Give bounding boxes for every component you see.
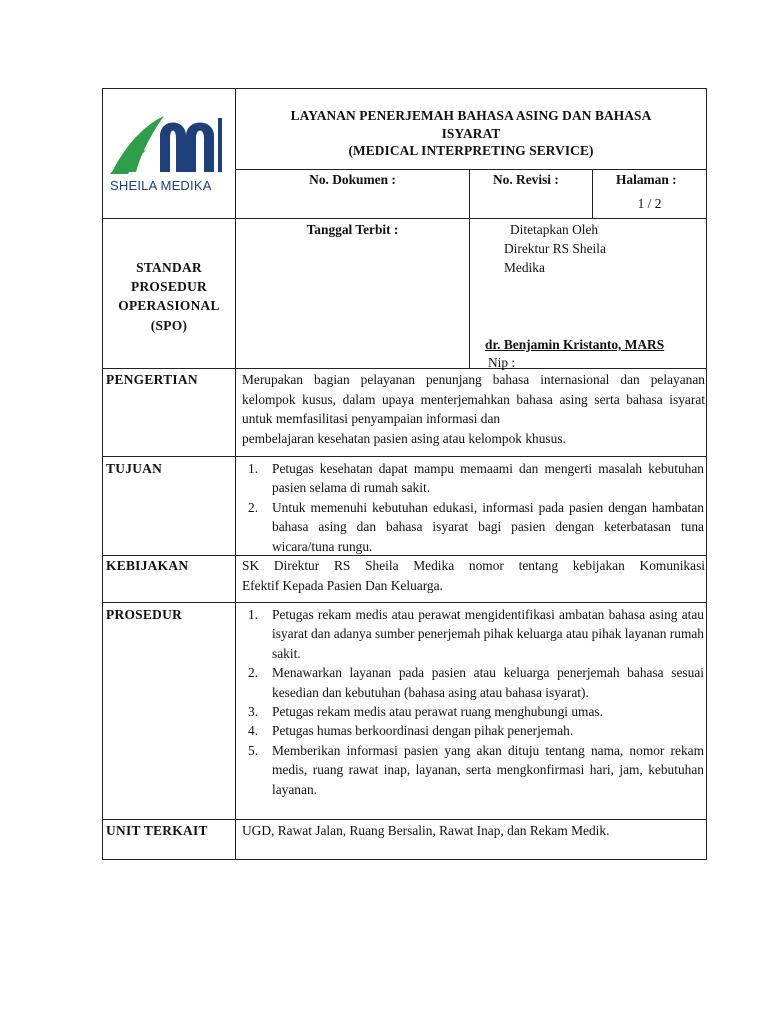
sheila-medika-logo [106,110,230,196]
prosedur-item-text: Petugas humas berkoordinasi dengan pihak penerjemah. [272,723,574,739]
tujuan-item [240,498,704,556]
prosedur-item-number: 2. [248,665,259,681]
border-top [102,88,707,89]
spo-line-2: PROSEDUR [130,279,208,294]
document-title [236,107,706,160]
no-dokumen-label: No. Dokumen : [309,172,396,187]
signer-name: dr. Benjamin Kristanto, MARS [485,337,665,352]
title-line-3: (MEDICAL INTERPRETING SERVICE) [348,143,594,158]
tujuan-item [240,459,704,498]
halaman-label: Halaman : [616,172,677,187]
spo-row-bottom [102,368,707,369]
prosedur-item [240,702,704,721]
tujuan-item-text: Petugas kesehatan dapat mampu memaami dan mengerti masalah kebutuhan pasien selama di rumah sakit. [272,461,704,496]
logo-row-bottom [102,218,707,219]
ditetapkan-line-2: Direktur RS Sheila [504,241,606,256]
pengertian-label: PENGERTIAN [106,372,198,387]
pengertian-row-bottom [102,456,707,457]
tujuan-list [240,459,704,556]
prosedur-item [240,741,704,799]
kebijakan-body: SK Direktur RS Sheila Medika nomor tentang kebijakan Komunikasi [242,558,705,573]
title-line-2: ISYARAT [441,125,501,141]
prosedur-item-text: Petugas rekam medis atau perawat mengidentifikasi ambatan bahasa asing atau isyarat dan adanya sumber penerjemah pihak keluarga atau pihak layanan rumah sakit. [272,607,704,661]
tujuan-item-number: 2. [248,499,259,515]
kebijakan-last-line: Efektif Kepada Pasien Dan Keluarga. [242,577,443,593]
ditetapkan-line-1: Ditetapkan Oleh [510,222,599,237]
prosedur-row-bottom [102,819,707,820]
tujuan-item-text: Untuk memenuhi kebutuhan edukasi, informasi pada pasien dengan hambatan bahasa asing dan bahasa isyarat bagi pasien dengan keterbatasan tuna wicara/tuna rungu. [272,499,704,554]
dokumen-revisi-divider [469,169,470,369]
spo-line-3: OPERASIONAL [118,298,220,313]
kebijakan-row-bottom [102,602,707,603]
prosedur-list [240,605,704,799]
prosedur-item-number: 1. [248,607,259,622]
prosedur-item-text: Petugas rekam medis atau perawat ruang menghubungi umas. [272,704,603,720]
border-left [102,88,103,860]
border-right [706,88,707,860]
nip-label: Nip : [488,355,516,370]
unit-terkait-label: UNIT TERKAIT [106,823,208,838]
pengertian-text [242,370,705,448]
prosedur-item [240,663,704,702]
prosedur-item-number: 5. [248,742,259,758]
prosedur-item [240,605,704,663]
logo-text: SHEILA MEDIKA [110,178,212,193]
pengertian-last-line: pembelajaran kesehatan pasien asing atau kelompok khusus. [242,430,566,446]
kebijakan-text [242,556,705,595]
spo-line-4: (SPO) [150,318,188,333]
title-line-1: LAYANAN PENERJEMAH BAHASA ASING DAN BAHASA [290,108,652,123]
prosedur-item-number: 4. [248,723,259,739]
prosedur-label: PROSEDUR [106,607,183,622]
spo-line-1: STANDAR [136,260,202,275]
tujuan-label: TUJUAN [106,461,163,476]
prosedur-item-text: Memberikan informasi pasien yang akan dituju tentang nama, nomor rekam medis, ruang rawat inap, layanan, serta mengkonfirmasi hari, jam, kebutuhan layanan. [272,742,704,797]
sheila-medika-logo-icon [106,110,230,180]
pengertian-body: Merupakan bagian pelayanan penunjang bahasa internasional dan pelayanan kelompok kusus, dalam upaya menterjemahkan bahasa asing serta bahasa isyarat untuk memfasilitasi penyampaian informasi dan [242,372,705,427]
tujuan-item-number: 1. [248,461,259,476]
kebijakan-label: KEBIJAKAN [106,558,189,573]
no-revisi-label: No. Revisi : [493,172,559,187]
prosedur-item-text: Menawarkan layanan pada pasien atau keluarga penerjemah bahasa sesuai kesedian dan kebutuhan (bahasa asing atau bahasa isyarat). [272,665,704,700]
prosedur-item-number: 3. [248,704,259,720]
ditetapkan-line-3: Medika [504,260,545,275]
prosedur-item [240,721,704,740]
border-bottom [102,859,707,860]
tanggal-terbit-label: Tanggal Terbit : [306,222,399,237]
halaman-value: 1 / 2 [637,196,662,211]
unit-terkait-text: UGD, Rawat Jalan, Ruang Bersalin, Rawat Inap, dan Rekam Medik. [242,823,610,838]
label-column-divider [235,88,236,860]
